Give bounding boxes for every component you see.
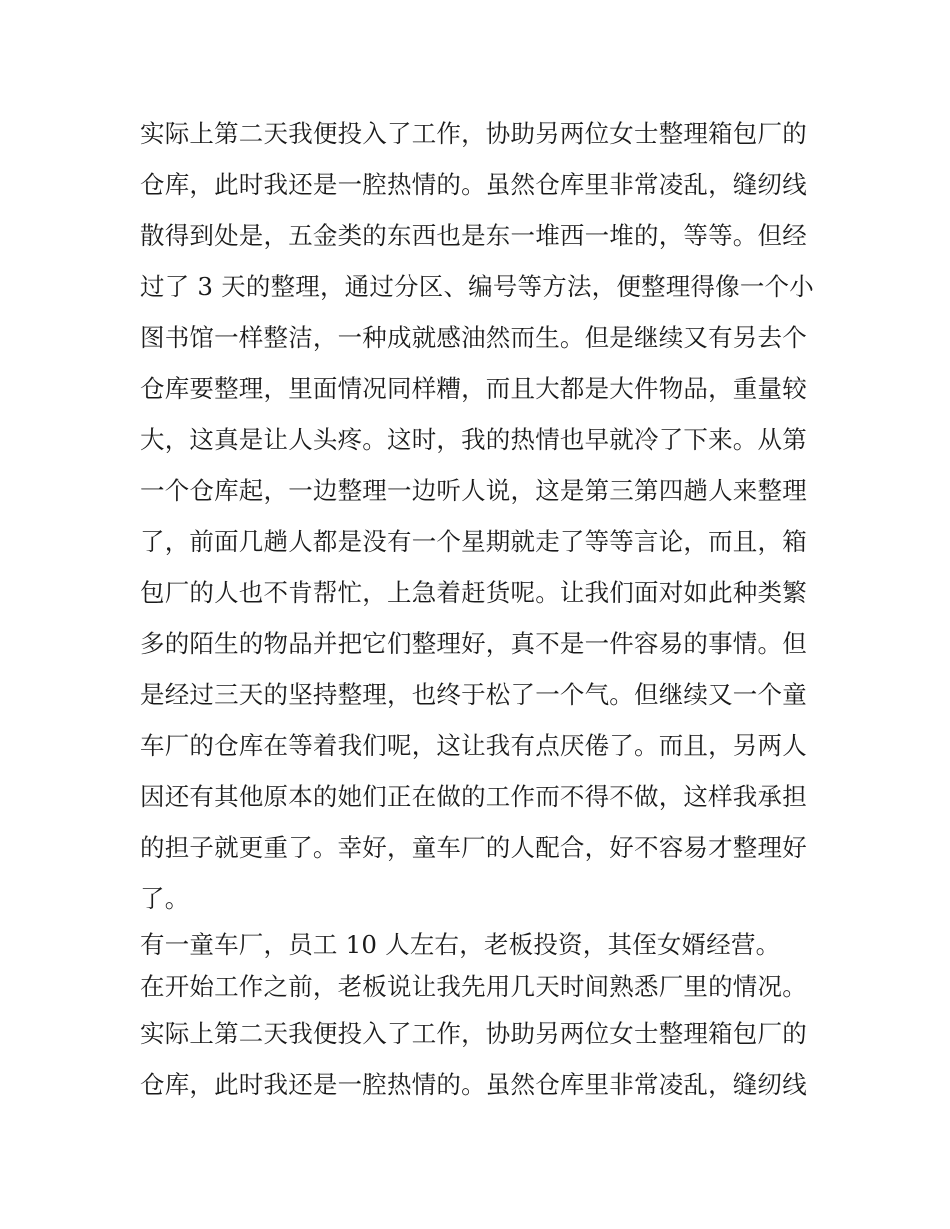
- text-line: 实际上第二天我便投入了工作，协助另两位女士整理箱包厂的: [140, 1019, 807, 1048]
- text-line: 在开始工作之前，老板说让我先用几天时间熟悉厂里的情况。: [140, 972, 807, 1001]
- text-line: 一个仓库起，一边整理一边听人说，这是第三第四趟人来整理: [140, 476, 807, 505]
- text-line: 仓库要整理，里面情况同样糟，而且大都是大件物品，重量较: [140, 374, 807, 403]
- paragraph-company-intro: [140, 924, 820, 1008]
- text-line: 有一童车厂，员工 10 人左右，老板投资，其侄女婿经营。: [140, 930, 781, 959]
- text-line: 因还有其他原本的她们正在做的工作而不得不做，这样我承担: [140, 782, 807, 811]
- text-line: 了。: [140, 884, 190, 913]
- text-line: 包厂的人也不肯帮忙，上急着赶货呢。让我们面对如此种类繁: [140, 578, 807, 607]
- paragraph-warehouse-work: [140, 108, 820, 924]
- text-line: 车厂的仓库在等着我们呢，这让我有点厌倦了。而且，另两人: [140, 731, 807, 760]
- paragraph-warehouse-work-repeat: [140, 1008, 820, 1110]
- text-line: 的担子就更重了。幸好，童车厂的人配合，好不容易才整理好: [140, 833, 807, 862]
- text-line: 实际上第二天我便投入了工作，协助另两位女士整理箱包厂的: [140, 119, 807, 148]
- text-line: 多的陌生的物品并把它们整理好，真不是一件容易的事情。但: [140, 629, 807, 658]
- body-text: [140, 108, 820, 1110]
- text-line: 散得到处是，五金类的东西也是东一堆西一堆的，等等。但经: [140, 221, 807, 250]
- text-line: 图书馆一样整洁，一种成就感油然而生。但是继续又有另去个: [140, 323, 807, 352]
- text-line: 仓库，此时我还是一腔热情的。虽然仓库里非常凌乱，缝纫线: [140, 170, 807, 199]
- text-line: 过了 3 天的整理，通过分区、编号等方法，便整理得像一个小: [140, 272, 814, 301]
- text-line: 仓库，此时我还是一腔热情的。虽然仓库里非常凌乱，缝纫线: [140, 1070, 807, 1099]
- text-line: 是经过三天的坚持整理，也终于松了一个气。但继续又一个童: [140, 680, 807, 709]
- text-line: 大，这真是让人头疼。这时，我的热情也早就冷了下来。从第: [140, 425, 807, 454]
- text-line: 了，前面几趟人都是没有一个星期就走了等等言论，而且，箱: [140, 527, 807, 556]
